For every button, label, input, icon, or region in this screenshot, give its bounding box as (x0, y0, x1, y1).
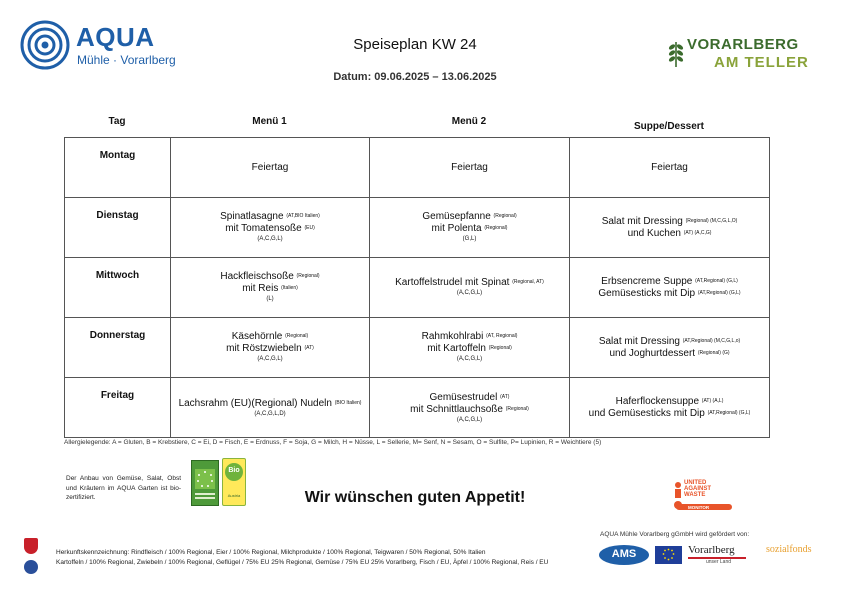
dish-text: Gemüsepfanne (422, 211, 491, 222)
dish-text: Feiertag (451, 161, 488, 173)
allergen-codes: (L) (266, 296, 274, 302)
wheat-leaf-icon (666, 38, 686, 68)
dish-text: Spinatlasagne (220, 211, 284, 222)
dish-line (589, 408, 751, 420)
dish-text: mit Reis (242, 283, 279, 294)
day-label: Montag (65, 138, 171, 197)
bio-badge-sublabel: Austria (227, 493, 241, 498)
dish-text: mit Schnittlauchsoße (410, 403, 503, 415)
ufw-monitor-badge: MONITOR (688, 505, 710, 510)
origin-declaration (56, 548, 548, 568)
dish-line (395, 277, 544, 289)
dish-text: und Gemüsesticks mit Dip (588, 408, 705, 419)
menu3-cell (570, 318, 769, 377)
menu1-cell (171, 378, 370, 438)
origin-tag: (AT, Regional) (486, 333, 518, 339)
dish-line (422, 211, 516, 223)
funding-note: AQUA Mühle Vorarlberg gGmbH wird gefördert von: (600, 531, 750, 538)
dish-line (628, 228, 712, 240)
menu2-cell (370, 138, 570, 197)
origin-tag: (EU) (304, 225, 315, 231)
allergen-codes: (A,C,G,L) (456, 416, 483, 423)
dish-line (430, 392, 510, 404)
dish-line (220, 271, 319, 283)
origin-tag: (AT,BIO Italien) (286, 213, 320, 219)
dish-line (602, 216, 738, 228)
menu-row-montag (65, 138, 769, 198)
day-label: Donnerstag (65, 318, 171, 377)
origin-tag: (Regional) (493, 213, 517, 219)
dish-line (422, 331, 518, 343)
allergen-codes: (A,C,G,L,D) (254, 410, 286, 417)
dish-line (225, 223, 315, 235)
aqua-logo-subtitle: Mühle · Vorarlberg (77, 53, 176, 67)
origin-tag: (AT) (500, 393, 510, 400)
dish-text: Feiertag (651, 161, 688, 173)
menu-row-dienstag (65, 198, 769, 258)
vorarlberg-am-teller-logo (666, 36, 826, 72)
dish-line (609, 348, 729, 360)
dish-text: Gemüsestrudel (429, 391, 498, 403)
column-header-soup-dessert: Suppe/Dessert (633, 121, 705, 132)
menu1-cell (171, 198, 370, 257)
day-label: Mittwoch (65, 258, 171, 317)
column-header-menu2: Menü 2 (451, 116, 487, 127)
menu1-cell (171, 138, 370, 197)
origin-tag: (AT) (A,C,G) (683, 229, 712, 236)
vorarlberg-crest-icon (24, 538, 38, 554)
sozialfonds-wordmark: sozialfonds (766, 544, 812, 555)
column-header-menu1: Menü 1 (252, 116, 287, 127)
dish-line (242, 283, 298, 295)
origin-tag: (AT) (A,L) (701, 398, 724, 404)
dish-text: Salat mit Dressing (601, 215, 683, 227)
dish-text: mit Kartoffeln (427, 343, 486, 354)
allergen-legend: Allergielegende: A = Gluten, B = Krebstiere, C = Ei, D = Fisch, E = Erdnuss, F = Soja, G = Milch, H = Nüsse, L = Sellerie, M= Senf, N = Sesam, O = Sulfite, P= Lupinien, R = Weichtiere (5) (64, 439, 602, 446)
menu1-cell (171, 258, 370, 317)
aqua-circles-icon (20, 20, 70, 70)
dish-line (601, 276, 738, 288)
menu2-cell (370, 258, 570, 317)
dish-line (252, 162, 289, 174)
dish-line (616, 396, 724, 408)
dish-line (179, 398, 362, 410)
origin-line-1: Herkunftskennzeichnung: Rindfleisch / 100% Regional, Eier / 100% Regional, Milchprodukte / 100% Regional, Teigwaren / 50% Regional, 50% Italien (56, 549, 486, 556)
origin-tag: (AT) (304, 345, 314, 351)
origin-tag: (Regional) (296, 273, 320, 279)
menu3-cell (570, 258, 769, 317)
origin-tag: (Regional) (G) (697, 349, 730, 356)
dish-line (599, 336, 740, 348)
menu-row-mittwoch (65, 258, 769, 318)
dish-text: und Kuchen (627, 227, 681, 239)
eu-stars-icon (24, 560, 38, 574)
ufw-text-2: AGAINST (684, 486, 711, 492)
dish-line (432, 223, 508, 235)
day-label: Dienstag (65, 198, 171, 257)
vorarlberg-tagline: unser Land (706, 559, 732, 565)
dish-line (651, 162, 688, 174)
partner-logo-line2: AM TELLER (714, 54, 809, 71)
dish-text: mit Röstzwiebeln (226, 343, 302, 354)
bio-austria-badge (222, 458, 246, 506)
origin-tag: (Regional) (484, 225, 508, 231)
dish-line (598, 288, 740, 300)
origin-tag: (Regional, AT) (512, 279, 544, 285)
dish-text: Feiertag (251, 161, 289, 173)
dish-text: mit Tomatensoße (225, 223, 302, 234)
allergen-codes: (A,C,G,L) (257, 236, 283, 242)
origin-tag: (AT,Regional) (G,L) (695, 277, 738, 284)
eu-organic-leaf-icon (192, 461, 218, 505)
dish-line (410, 404, 529, 416)
origin-tag: (Regional) (488, 345, 512, 351)
ufw-text-3: WASTE (684, 492, 706, 498)
menu2-cell (370, 318, 570, 377)
bio-badge-label: Bio (228, 467, 240, 474)
menu2-cell (370, 378, 570, 438)
bio-certification-text: Der Anbau von Gemüse, Salat, Obst und Kräutern im AQUA Garten ist bio-zertifiziert. (66, 475, 181, 501)
ufw-text-1: UNITED (684, 480, 707, 486)
dish-text: Lachsrahm (EU)(Regional) Nudeln (178, 397, 332, 409)
allergen-codes: (A,C,G,L) (257, 356, 283, 362)
allergen-codes: (A,C,G,L) (456, 290, 483, 296)
menu3-cell (570, 378, 769, 438)
origin-tag: (AT,Regional) (M,C,G,L,o) (682, 337, 741, 344)
origin-tag: (Regional) (M,C,G,L,O) (685, 217, 738, 224)
menu1-cell (171, 318, 370, 377)
origin-tag: (AT,Regional) (G,L) (697, 289, 741, 296)
sozialfonds-logo (766, 544, 820, 562)
dish-text: Kartoffelstrudel mit Spinat (395, 277, 510, 288)
dish-line (232, 331, 308, 343)
dish-line (451, 162, 488, 174)
aqua-logo-name: AQUA (76, 22, 155, 52)
origin-tag: (BIO Italien) (334, 399, 362, 406)
menu3-cell (570, 138, 769, 197)
partner-logo-line1: VORARLBERG (687, 36, 799, 53)
menu2-cell (370, 198, 570, 257)
dish-text: Haferflockensuppe (615, 396, 700, 407)
allergen-codes: (G,L) (462, 236, 477, 242)
dish-text: Erbsencreme Suppe (601, 275, 693, 287)
origin-tag: (Regional) (505, 405, 529, 412)
aqua-logo (20, 18, 200, 70)
dish-line (427, 343, 512, 355)
date-range: Datum: 09.06.2025 – 13.06.2025 (333, 71, 497, 83)
eu-organic-label (191, 460, 219, 506)
origin-line-2: Kartoffeln / 100% Regional, Zwiebeln / 100% Regional, Geflügel / 75% EU 25% Regional, Gemüse / 75% EU 25% Vorarlberg, Fisch / EU, Äpfel / 100% Regional, Reis / EU (56, 559, 549, 566)
menu-row-freitag (65, 378, 769, 438)
vorarlberg-wordmark: Vorarlberg (688, 544, 735, 556)
menu-row-donnerstag (65, 318, 769, 378)
dish-text: und Joghurtdessert (609, 347, 696, 359)
page-title: Speiseplan KW 24 (353, 36, 477, 53)
ams-logo-label: AMS (611, 548, 637, 560)
dish-line (226, 343, 314, 355)
origin-tag: (Regional) (285, 333, 309, 339)
dish-text: Hackfleischsoße (220, 271, 294, 282)
dish-text: Salat mit Dressing (598, 335, 680, 347)
menu3-cell (570, 198, 769, 257)
column-header-tag: Tag (108, 116, 126, 127)
dish-text: mit Polenta (431, 223, 482, 234)
origin-tag: (Italien) (281, 285, 298, 291)
united-against-waste-logo (672, 480, 732, 512)
land-vorarlberg-logo (688, 544, 762, 566)
closing-greeting: Wir wünschen guten Appetit! (304, 489, 526, 506)
dish-text: Rahmkohlrabi (421, 331, 484, 342)
allergen-codes: (A,C,G,L) (456, 356, 483, 362)
origin-tag: (AT,Regional) (G,L) (707, 410, 751, 416)
eu-flag-icon (655, 546, 682, 564)
dish-line (220, 211, 320, 223)
dish-text: Käsehörnle (231, 331, 283, 342)
day-label: Freitag (65, 378, 171, 438)
dish-text: Gemüsesticks mit Dip (598, 287, 696, 299)
menu-table (64, 137, 770, 438)
ams-logo (598, 544, 650, 566)
